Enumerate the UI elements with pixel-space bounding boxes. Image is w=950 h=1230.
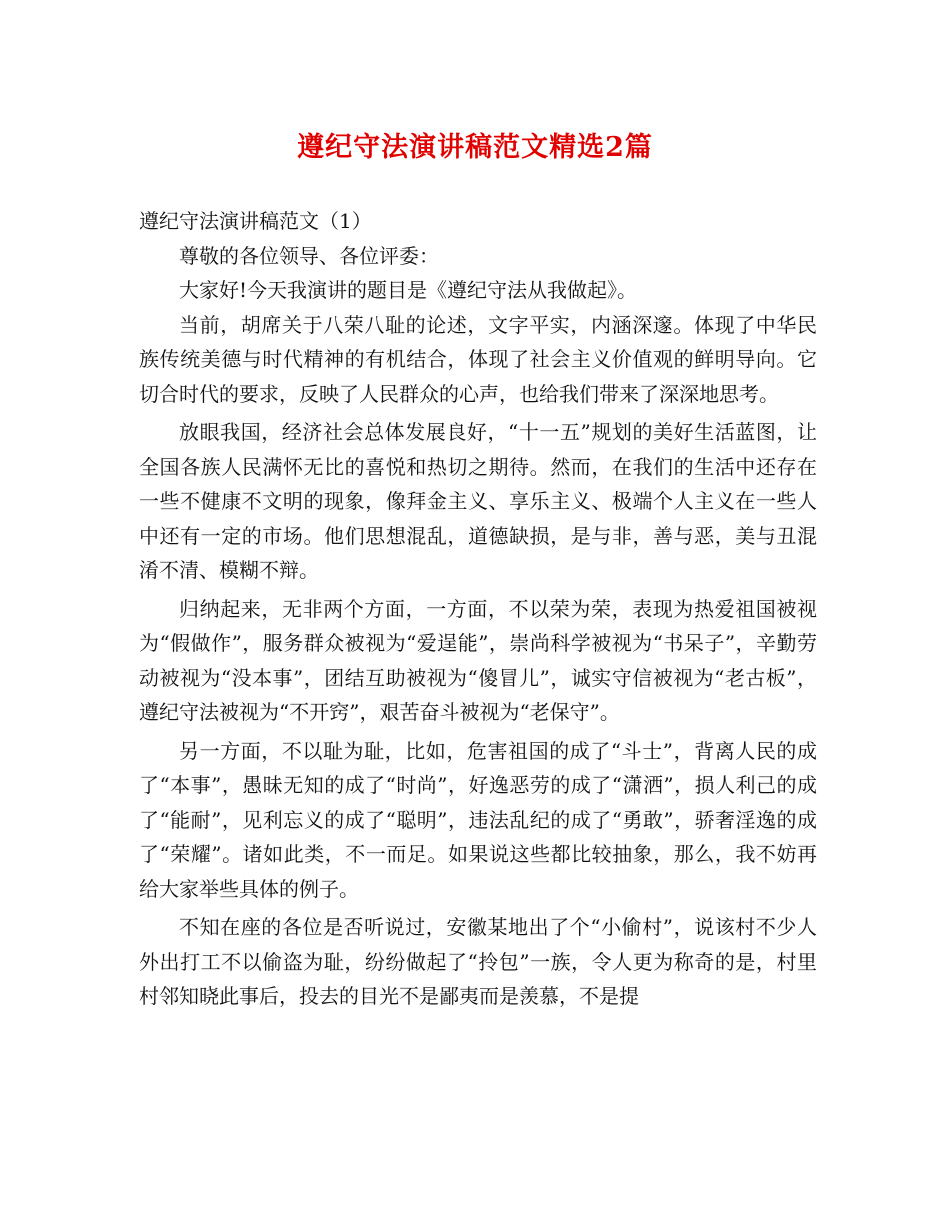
- paragraph: 当前，胡席关于八荣八耻的论述，文字平实，内涵深邃。体现了中华民族传统美德与时代精神的有机结合，体现了社会主义价值观的鲜明导向。它切合时代的要求，反映了人民群众的心声，也给我们带来了深深地思考。: [139, 312, 817, 406]
- document-body: [139, 204, 817, 1014]
- paragraph: 另一方面，不以耻为耻，比如，危害祖国的成了“斗士”，背离人民的成了“本事”，愚昧无知的成了“时尚”，好逸恶劳的成了“潇洒”，损人利己的成了“能耐”，见利忘义的成了“聪明”，违法乱纪的成了“勇敢”，骄奢淫逸的成了“荣耀”。诸如此类，不一而足。如果说这些都比较抽象，那么，我不妨再给大家举些具体的例子。: [139, 738, 817, 901]
- paragraph: 尊敬的各位领导、各位评委：: [179, 243, 439, 268]
- section-subtitle: 遵纪守法演讲稿范文（1）: [139, 209, 372, 233]
- document-title: 遵纪守法演讲稿范文精选2篇: [297, 132, 653, 163]
- paragraph: 大家好!今天我演讲的题目是《遵纪守法从我做起》。: [179, 278, 638, 302]
- paragraph: 归纳起来，无非两个方面，一方面，不以荣为荣，表现为热爱祖国被视为“假做作”，服务群众被视为“爱逞能”，崇尚科学被视为“书呆子”，辛勤劳动被视为“没本事”，团结互助被视为“傻冒儿”，诚实守信被视为“老古板”，遵纪守法被视为“不开窍”，艰苦奋斗被视为“老保守”。: [139, 596, 817, 724]
- paragraph: 放眼我国，经济社会总体发展良好，“十一五”规划的美好生活蓝图，让全国各族人民满怀无比的喜悦和热切之期待。然而，在我们的生活中还存在一些不健康不文明的现象，像拜金主义、享乐主义、极端个人主义在一些人中还有一定的市场。他们思想混乱，道德缺损，是与非，善与恶，美与丑混淆不清、模糊不辩。: [139, 420, 817, 582]
- paragraph: 不知在座的各位是否听说过，安徽某地出了个“小偷村”，说该村不少人外出打工不以偷盗为耻，纷纷做起了“拎包”一族，令人更为称奇的是，村里村邻知晓此事后，投去的目光不是鄙夷而是羡慕，不是提: [139, 915, 817, 1008]
